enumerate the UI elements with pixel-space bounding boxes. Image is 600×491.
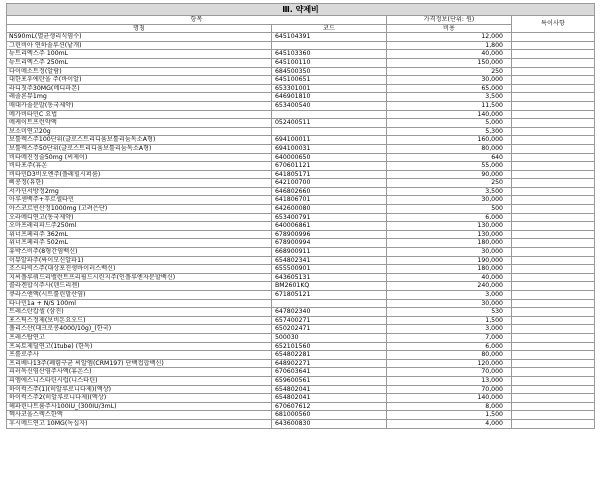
table-row [7,41,595,50]
drug-name-cell: 큐라스앤액(시트룰린말산염) [7,291,272,300]
drug-price-cell: 120,000 [387,359,512,368]
table-row [7,222,595,231]
drug-name-cell: 비타포주(휴온 [7,162,272,171]
drug-price-cell: 55,000 [387,162,512,171]
note-cell [512,136,595,145]
drug-name-cell: 뉴트리엑스주 250mL [7,58,272,67]
table-row [7,299,595,308]
table-row [7,127,595,136]
note-cell [512,67,595,76]
drug-name-cell: 아스코르빈산정1000mg (고려은단) [7,205,272,214]
table-row [7,153,595,162]
drug-code-cell: 670607612 [272,402,387,411]
table-row [7,256,595,265]
note-cell [512,291,595,300]
note-cell [512,325,595,334]
drug-name-cell: 타나민1a + N/S 100ml [7,299,272,308]
drug-name-cell: 메케이트프런약액 [7,119,272,128]
drug-name-cell: 헤파린나트륨주사100IU_(300IU/3mL) [7,402,272,411]
drug-code-cell: 653400791 [272,213,387,222]
drug-price-cell: 30,000 [387,76,512,85]
drug-price-cell: 3,500 [387,187,512,196]
drug-price-cell: 7,000 [387,333,512,342]
table-row [7,265,595,274]
note-cell [512,93,595,102]
drug-price-cell: 640 [387,153,512,162]
table-row [7,187,595,196]
drug-code-cell: 694100011 [272,136,387,145]
drug-name-cell: 이뮤알파주(싸이모신알파1) [7,256,272,265]
drug-price-cell: 11,500 [387,101,512,110]
header-row-1 [7,16,595,25]
drug-price-cell: 30,000 [387,299,512,308]
drug-code-cell [272,299,387,308]
drug-price-cell: 3,000 [387,325,512,334]
drug-name-cell: 그린비아 연하솔루션(낱개) [7,41,272,50]
note-cell [512,144,595,153]
drug-name-cell: 포스틱스정제(보비돈요오드) [7,316,272,325]
drug-price-cell: 5,000 [387,119,512,128]
drug-code-cell: 500030 [272,333,387,342]
drug-code-cell: 643600830 [272,419,387,428]
note-cell [512,299,595,308]
table-row [7,333,595,342]
drug-name-cell: 하이럭스주(1)(히알루로니다제)(액상) [7,385,272,394]
table-row [7,368,595,377]
drug-price-cell: 40,000 [387,273,512,282]
drug-code-cell: 678900996 [272,230,387,239]
drug-name-cell: 서카딘서방정2mg [7,187,272,196]
drug-name-cell: 비타메진정술50mg (씨제이) [7,153,272,162]
drug-price-cell: 140,000 [387,394,512,403]
drug-name-cell: 뉴트리엑스주 100mL [7,50,272,59]
drug-code-cell: 653400540 [272,101,387,110]
drug-code-cell: 655500901 [272,265,387,274]
drug-price-cell: 40,000 [387,50,512,59]
note-cell [512,187,595,196]
section-title: Ⅲ. 약제비 [7,4,595,16]
drug-code-cell: 681000560 [272,411,387,420]
drug-name-cell: 헥사코올스렉스한액 [7,411,272,420]
note-cell [512,205,595,214]
note-cell [512,119,595,128]
drug-price-cell: 250 [387,67,512,76]
note-cell [512,170,595,179]
note-cell [512,402,595,411]
note-cell [512,230,595,239]
header-price-info: 가격정보(단위: 원) [387,16,512,25]
table-row [7,308,595,317]
table-row [7,67,595,76]
note-cell [512,162,595,171]
drug-price-cell: 250 [387,179,512,188]
note-cell [512,84,595,93]
note-cell [512,394,595,403]
drug-code-cell: 646901810 [272,93,387,102]
table-row [7,33,595,42]
drug-name-cell: 레졸론뮤1mg [7,93,272,102]
note-cell [512,101,595,110]
drug-code-cell: 641806701 [272,196,387,205]
drug-price-cell: 8,000 [387,402,512,411]
drug-price-cell: 1,800 [387,41,512,50]
note-cell [512,222,595,231]
table-row [7,93,595,102]
header-name: 명칭 [7,24,272,33]
drug-code-cell: BM2601KQ [272,282,387,291]
table-row [7,316,595,325]
drug-price-cell: 70,000 [387,368,512,377]
table-row [7,76,595,85]
note-cell [512,196,595,205]
header-note: 특이사항 [512,16,595,33]
drug-code-cell: 652101560 [272,342,387,351]
drug-code-cell: 642600080 [272,205,387,214]
drug-name-cell: 유박스비주(8형간염백신) [7,248,272,257]
note-cell [512,376,595,385]
table-row [7,402,595,411]
note-cell [512,282,595,291]
drug-code-cell: 640000650 [272,153,387,162]
drug-name-cell: 아루센백주+푸르셀타민 [7,196,272,205]
header-code: 코드 [272,24,387,33]
drug-price-cell: 180,000 [387,239,512,248]
drug-code-cell [272,41,387,50]
drug-code-cell: 647802340 [272,308,387,317]
table-row [7,394,595,403]
table-row [7,419,595,428]
drug-price-cell: 5,300 [387,127,512,136]
drug-code-cell: 641805171 [272,170,387,179]
table-row [7,58,595,67]
note-cell [512,33,595,42]
drug-name-cell: 피러독신염산염주사액(휴온스) [7,368,272,377]
drug-code-cell: 670603641 [272,368,387,377]
drug-name-cell: 매대카솔분말(동국제약) [7,101,272,110]
drug-name-cell: 보툴렉스주50단위(글로스트리디움보툴리눔독소A형) [7,144,272,153]
drug-code-cell: 640006861 [272,222,387,231]
table-row [7,291,595,300]
drug-name-cell: 메가비타민C 요법 [7,110,272,119]
drug-name-cell: 다이메소트정(알람) [7,67,272,76]
drug-name-cell: 오라메디연고(동국제약) [7,213,272,222]
drug-price-cell: 140,000 [387,110,512,119]
drug-name-cell: 위너프페리주 362mL [7,230,272,239]
table-row [7,239,595,248]
drug-code-cell: 653301001 [272,84,387,93]
drug-code-cell: 052400511 [272,119,387,128]
drug-price-cell: 130,000 [387,230,512,239]
table-row [7,282,595,291]
drug-name-cell: 라디칫주30MG(메디파몬) [7,84,272,93]
drug-price-cell: 80,000 [387,351,512,360]
drug-price-cell: 240,000 [387,282,512,291]
note-cell [512,385,595,394]
drug-code-cell: 643605131 [272,273,387,282]
drug-code-cell: 650202471 [272,325,387,334]
table-row [7,351,595,360]
table-row [7,136,595,145]
header-item: 항목 [7,16,387,25]
drug-name-cell: 보소미연고20g [7,127,272,136]
header-cost: 비용 [387,24,512,33]
drug-name-cell: 보툴렉스주100단위(글로스트리디움보툴리눔독소A형) [7,136,272,145]
note-cell [512,411,595,420]
table-row [7,170,595,179]
drug-fee-table [6,3,595,429]
drug-price-cell: 90,000 [387,170,512,179]
note-cell [512,58,595,67]
drug-code-cell: 678900994 [272,239,387,248]
drug-code-cell: 668900911 [272,248,387,257]
drug-price-cell: 12,000 [387,33,512,42]
drug-price-cell: 30,000 [387,248,512,257]
drug-name-cell: 후시메드연고 10MG(녹십자) [7,419,272,428]
drug-price-cell: 70,000 [387,385,512,394]
drug-code-cell: 648902271 [272,359,387,368]
note-cell [512,308,595,317]
note-cell [512,179,595,188]
drug-price-cell: 6,000 [387,342,512,351]
table-row [7,162,595,171]
note-cell [512,333,595,342]
table-row [7,230,595,239]
note-cell [512,342,595,351]
drug-price-cell: 1,500 [387,316,512,325]
drug-name-cell: 조스타빅스주(대상포진생바이러스백신) [7,265,272,274]
table-row [7,205,595,214]
table-row [7,119,595,128]
drug-code-cell: 654802281 [272,351,387,360]
note-cell [512,419,595,428]
drug-name-cell: 피엠에스니스타틴시럽(니스타틴) [7,376,272,385]
drug-price-cell: 530 [387,308,512,317]
table-row [7,248,595,257]
drug-name-cell: 프리베나13주(폐렴구균 씨알엠(CRM197) 단백접합백신) [7,359,272,368]
table-row [7,273,595,282]
drug-name-cell: NS90mL(멸균생리식염수) [7,33,272,42]
drug-name-cell: 풀리스산(대크로콩4000/10g)_(한국) [7,325,272,334]
drug-price-cell: 180,000 [387,265,512,274]
table-row [7,342,595,351]
note-cell [512,41,595,50]
drug-name-cell: 프레스탑연고 [7,333,272,342]
drug-code-cell: 645103360 [272,50,387,59]
drug-code-cell: 654802041 [272,385,387,394]
table-row [7,385,595,394]
table-row [7,411,595,420]
drug-code-cell: 671805121 [272,291,387,300]
note-cell [512,359,595,368]
note-cell [512,76,595,85]
note-cell [512,256,595,265]
drug-code-cell [272,110,387,119]
drug-name-cell: 지씨플루쿼드리밸런트프리필드시린지주(인플루엔자분할백신) [7,273,272,282]
table-row [7,359,595,368]
table-row [7,213,595,222]
drug-price-cell: 65,000 [387,84,512,93]
drug-code-cell: 645100651 [272,76,387,85]
drug-code-cell: 659600561 [272,376,387,385]
drug-code-cell: 645100110 [272,58,387,67]
drug-price-cell: 6,000 [387,213,512,222]
drug-name-cell: 하이럭스주2(히알루로니다제)(액상) [7,394,272,403]
note-cell [512,316,595,325]
drug-price-cell: 30,000 [387,196,512,205]
drug-price-cell: 3,500 [387,93,512,102]
drug-code-cell: 694100031 [272,144,387,153]
table-row [7,144,595,153]
drug-code-cell: 657400271 [272,316,387,325]
drug-name-cell: 비타민D3비오엔주(플레힐시퍼룸) [7,170,272,179]
drug-code-cell: 670601121 [272,162,387,171]
table-row [7,196,595,205]
drug-name-cell: 오마프레리피드주250ml [7,222,272,231]
title-row [7,4,595,16]
drug-code-cell: 654802341 [272,256,387,265]
price-sheet [6,3,594,429]
drug-name-cell: 프롤로주사 [7,351,272,360]
drug-price-cell: 13,000 [387,376,512,385]
drug-code-cell: 646802660 [272,187,387,196]
drug-name-cell: 위너프페리주 502mL [7,239,272,248]
header-row-2 [7,24,595,33]
drug-name-cell: 트레스탄캅셀 (삼진) [7,308,272,317]
drug-price-cell: 4,000 [387,419,512,428]
table-row [7,376,595,385]
drug-price-cell: 190,000 [387,256,512,265]
note-cell [512,368,595,377]
note-cell [512,248,595,257]
table-row [7,84,595,93]
note-cell [512,265,595,274]
drug-name-cell: 프록토제딜연고(1tube) (한독) [7,342,272,351]
table-row [7,325,595,334]
note-cell [512,153,595,162]
table-row [7,179,595,188]
drug-price-cell: 80,000 [387,144,512,153]
table-row [7,50,595,59]
drug-name-cell: 콜라겐합식주사(덴드리젠) [7,282,272,291]
drug-price-cell: 3,000 [387,291,512,300]
note-cell [512,110,595,119]
drug-price-cell: 150,000 [387,58,512,67]
table-row [7,101,595,110]
table-row [7,110,595,119]
note-cell [512,127,595,136]
drug-name-cell: 삐콩정(유한) [7,179,272,188]
note-cell [512,273,595,282]
drug-price-cell: 500 [387,205,512,214]
drug-price-cell: 160,000 [387,136,512,145]
note-cell [512,351,595,360]
drug-code-cell: 654802041 [272,394,387,403]
drug-price-cell: 130,000 [387,222,512,231]
drug-code-cell: 642100700 [272,179,387,188]
drug-code-cell: 645104391 [272,33,387,42]
note-cell [512,239,595,248]
drug-name-cell: 대한포우에탄올 주(바이알) [7,76,272,85]
drug-code-cell [272,127,387,136]
drug-code-cell: 684500350 [272,67,387,76]
drug-price-cell: 1,500 [387,411,512,420]
note-cell [512,213,595,222]
note-cell [512,50,595,59]
